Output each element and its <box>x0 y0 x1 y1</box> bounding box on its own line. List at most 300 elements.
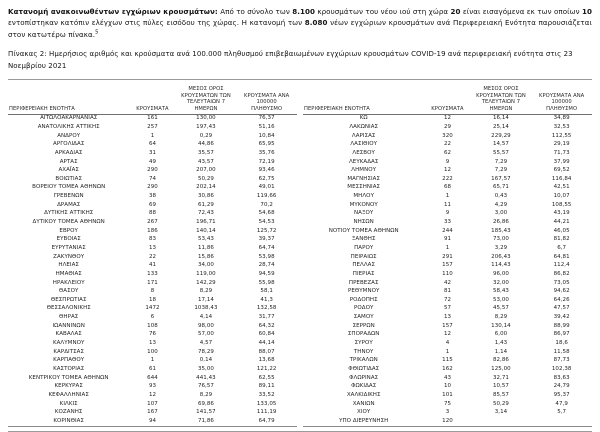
header-region: ΠΕΡΙΦΕΡΕΙΑΚΗ ΕΝΟΤΗΤΑ <box>8 86 129 114</box>
cell-per-100k: 62,75 <box>258 175 275 182</box>
cell-avg-7days: 8,29 <box>199 391 213 398</box>
cell-region: ΚΟΖΑΝΗΣ <box>54 409 83 416</box>
table-row <box>303 305 592 314</box>
cell-region: ΒΟΡΕΙΟΥ ΤΟΜΕΑ ΑΘΗΝΩΝ <box>32 184 106 191</box>
cell-avg-7days: 6,00 <box>494 331 508 338</box>
cell-region: ΠΕΙΡΑΙΩΣ <box>350 253 377 260</box>
cell-region: ΑΡΤΑΣ <box>59 158 78 165</box>
cell-region: ΑΝΔΡΟΥ <box>57 132 81 139</box>
header-per100k-line1: ΚΡΟΥΣΜΑΤΑ ΑΝΑ 100000 <box>539 92 585 106</box>
table-row <box>8 132 297 141</box>
cell-avg-7days: 32,00 <box>492 279 509 286</box>
cell-per-100k: 112,4 <box>553 262 570 269</box>
cell-avg-7days: 441,43 <box>196 374 216 381</box>
cell-cases: 100 <box>147 348 158 355</box>
cell-cases: 8 <box>150 288 155 295</box>
table-row <box>303 123 592 132</box>
cell-per-100k: 65,95 <box>258 141 275 148</box>
cell-region: ΘΕΣΣΑΛΟΝΙΚΗΣ <box>46 305 91 312</box>
cell-avg-7days: 50,29 <box>197 175 214 182</box>
cell-per-100k: 5,7 <box>557 409 567 416</box>
cell-per-100k: 95,37 <box>553 391 570 398</box>
cell-per-100k: 64,81 <box>553 253 570 260</box>
cell-cases: 13 <box>148 244 157 251</box>
cell-cases: 101 <box>442 391 453 398</box>
header-cases: ΚΡΟΥΣΜΑΤΑ <box>424 86 470 114</box>
cell-avg-7days: 206,43 <box>491 253 511 260</box>
cell-cases: 291 <box>442 253 453 260</box>
cell-per-100k: 108,55 <box>551 201 572 208</box>
cell-avg-7days: 76,57 <box>197 383 214 390</box>
table-row <box>303 244 592 253</box>
table-row <box>8 296 297 305</box>
cell-per-100k: 44,21 <box>553 219 570 226</box>
table-row <box>8 365 297 374</box>
table-row <box>303 149 592 158</box>
cell-per-100k: 83,63 <box>553 374 570 381</box>
cell-per-100k: 39,37 <box>258 236 275 243</box>
imported-cases-value: 20 <box>450 7 461 16</box>
cell-per-100k: 76,37 <box>258 115 275 122</box>
cell-cases: 186 <box>147 227 158 234</box>
table-row <box>303 382 592 391</box>
cell-per-100k: 53,98 <box>258 253 275 260</box>
cell-cases: 162 <box>442 365 453 372</box>
table-row <box>303 218 592 227</box>
cell-cases: 157 <box>442 322 453 329</box>
cell-region: ΚΩ <box>359 115 368 122</box>
cell-region: ΚΕΡΚΥΡΑΣ <box>54 383 83 390</box>
cell-avg-7days: 3,00 <box>494 210 508 217</box>
cell-region: ΧΑΝΙΩΝ <box>352 400 375 407</box>
gateway-cases-value: 10 <box>582 7 593 16</box>
table-row <box>303 313 592 322</box>
cell-avg-7days: 57,00 <box>197 331 214 338</box>
intro-text-2: κρουσμάτων του νέου ιού στη χώρα <box>315 7 451 16</box>
cell-cases: 244 <box>442 227 453 234</box>
cell-per-100k: 73,05 <box>553 279 570 286</box>
cell-avg-7days: 1,43 <box>494 340 508 347</box>
table-row <box>303 227 592 236</box>
header-avg-line3: ΤΕΛΕΥΤΑΙΩΝ 7 ΗΜΕΡΩΝ <box>186 99 226 112</box>
cell-avg-7days: 71,86 <box>176 417 237 426</box>
cell-cases: 22 <box>148 253 157 260</box>
cell-per-100k: 121,22 <box>256 365 277 372</box>
cell-region: ΛΑΚΩΝΙΑΣ <box>349 124 379 130</box>
cell-avg-7days: 26,86 <box>492 219 509 226</box>
table-row <box>303 339 592 348</box>
table-row <box>303 201 592 210</box>
cell-per-100k: 71,73 <box>553 149 570 156</box>
table-row <box>8 348 297 357</box>
intro-text-5: νέων εγχώριων κρουσμάτων ανά Περιφερειακή Ενότητα παρουσιάζεται στον κατωτέρω πίνακα. <box>8 18 592 39</box>
table-row <box>303 365 592 374</box>
cell-per-100k: 33,52 <box>258 391 275 398</box>
cell-region: ΡΟΔΟΥ <box>354 305 374 312</box>
cell-region: ΕΥΡΥΤΑΝΙΑΣ <box>51 244 86 251</box>
cell-region: ΛΕΥΚΑΔΑΣ <box>348 158 379 165</box>
table-row <box>303 348 592 357</box>
cell-region: ΦΛΩΡΙΝΑΣ <box>349 374 379 381</box>
cell-region: ΑΡΚΑΔΙΑΣ <box>54 149 83 156</box>
cell-region: ΗΛΕΙΑΣ <box>58 262 79 269</box>
cell-avg-7days: 1,14 <box>494 348 508 355</box>
cell-per-100k: 89,11 <box>258 383 275 390</box>
cell-cases: 267 <box>147 219 158 226</box>
cell-region: ΠΕΛΛΑΣ <box>352 262 376 269</box>
table-row <box>303 296 592 305</box>
cell-cases: 49 <box>148 158 157 165</box>
cell-cases: 43 <box>443 374 452 381</box>
cell-avg-7days: 4,14 <box>199 314 213 321</box>
cell-region: ΚΑΡΠΑΘΟΥ <box>53 357 85 364</box>
header-avg-7days <box>471 86 532 114</box>
cell-region: ΝΟΤΙΟΥ ΤΟΜΕΑ ΑΘΗΝΩΝ <box>328 227 399 234</box>
table-row <box>8 331 297 340</box>
cell-per-100k: 81,82 <box>553 236 570 243</box>
cell-per-100k: 34,89 <box>553 115 570 122</box>
header-cases: ΚΡΟΥΣΜΑΤΑ <box>129 86 175 114</box>
cell-region: ΤΗΝΟΥ <box>353 348 374 355</box>
footnote-marker: 5 <box>95 29 99 36</box>
cell-region: ΚΟΡΙΝΘΙΑΣ <box>8 417 129 426</box>
cell-avg-7days: 96,00 <box>492 270 509 277</box>
cell-avg-7days: 130,00 <box>196 115 216 122</box>
cell-per-100k: 35,76 <box>258 149 275 156</box>
cell-avg-7days: 197,43 <box>196 124 216 130</box>
cell-avg-7days: 98,00 <box>197 322 214 329</box>
cell-per-100k: 64,32 <box>258 322 275 329</box>
cell-avg-7days: 53,00 <box>492 296 509 303</box>
cell-avg-7days: 72,43 <box>197 210 214 217</box>
table-row <box>303 279 592 288</box>
cell-avg-7days: 8,29 <box>494 314 508 321</box>
table-body-right <box>303 114 592 426</box>
table-row <box>303 270 592 279</box>
table-row <box>8 287 297 296</box>
table-row <box>8 305 297 314</box>
table-row <box>8 253 297 262</box>
cell-per-100k: 42,51 <box>553 184 570 191</box>
cell-avg-7days: 130,14 <box>491 322 511 329</box>
cell-cases: 290 <box>147 167 158 174</box>
cell-avg-7days: 73,00 <box>492 236 509 243</box>
cell-cases: 69 <box>148 201 157 208</box>
cell-region: ΡΟΔΟΠΗΣ <box>349 296 378 303</box>
cell-region: ΦΩΚΙΔΑΣ <box>351 383 377 390</box>
cell-per-100k: 94,62 <box>553 288 570 295</box>
table-row <box>303 408 592 417</box>
cell-region: ΖΑΚΥΝΘΟΥ <box>53 253 85 260</box>
cell-cases: 9 <box>445 210 450 217</box>
cell-per-100k: 88,07 <box>258 348 275 355</box>
table-row <box>303 184 592 193</box>
table-row <box>8 313 297 322</box>
cell-region: ΞΑΝΘΗΣ <box>351 236 376 243</box>
cell-avg-7days: 30,86 <box>197 193 214 200</box>
cell-cases: 1 <box>445 348 450 355</box>
cell-per-100k: 10,84 <box>258 132 275 139</box>
cell-avg-7days: 43,57 <box>197 158 214 165</box>
cell-per-100k: 58,1 <box>260 288 273 295</box>
cell-per-100k: 43,19 <box>553 210 570 217</box>
table-row <box>303 262 592 271</box>
table-row <box>303 357 592 366</box>
cell-region: ΑΝΑΤΟΛΙΚΗΣ ΑΤΤΙΚΗΣ <box>37 124 100 130</box>
cell-region: ΛΕΣΒΟΥ <box>352 149 375 156</box>
cell-per-100k: 13,68 <box>258 357 275 364</box>
table-row <box>8 382 297 391</box>
cell-cases: 31 <box>148 149 157 156</box>
cell-per-100k: 29,19 <box>553 141 570 148</box>
table-header-row <box>303 86 592 114</box>
table-row <box>303 158 592 167</box>
cell-region: ΛΑΣΙΘΙΟΥ <box>350 141 378 148</box>
cell-cases: 83 <box>148 236 157 243</box>
cell-avg-7days: 142,29 <box>196 279 216 286</box>
cell-region: ΗΡΑΚΛΕΙΟΥ <box>52 279 85 286</box>
cell-avg-7days: 4,57 <box>199 340 213 347</box>
cell-avg-7days: 34,00 <box>197 262 214 269</box>
cell-region: ΛΗΜΝΟΥ <box>351 167 377 174</box>
cell-cases: 644 <box>147 374 158 381</box>
cell-region: ΝΗΣΩΝ <box>353 219 374 226</box>
cell-cases: 107 <box>147 400 158 407</box>
table-row <box>8 279 297 288</box>
cell-avg-7days: 35,00 <box>197 365 214 372</box>
cell-per-100k: 72,19 <box>258 158 275 165</box>
table-row <box>303 175 592 184</box>
cell-region: ΕΥΒΟΙΑΣ <box>56 236 81 243</box>
table-row <box>8 149 297 158</box>
cell-avg-7days: 8,29 <box>199 288 213 295</box>
cell-cases: 108 <box>147 322 158 329</box>
cell-per-100k: 46,05 <box>553 227 570 234</box>
cell-cases: 61 <box>148 365 157 372</box>
cell-per-100k: 86,82 <box>553 270 570 277</box>
cell-per-100k: 24,79 <box>553 383 570 390</box>
regional-cases-table-right <box>303 86 592 427</box>
cell-cases: 93 <box>148 383 157 390</box>
table-row <box>8 400 297 409</box>
cell-avg-7days: 17,14 <box>197 296 214 303</box>
cell-per-100k: 125,72 <box>256 227 277 234</box>
cell-cases: 81 <box>443 288 452 295</box>
cell-avg-7days: 32,71 <box>492 374 509 381</box>
cell-cases: 13 <box>443 314 452 321</box>
cell-cases: 91 <box>443 236 452 243</box>
cell-region: ΚΙΛΚΙΣ <box>59 400 78 407</box>
cell-cases: 94 <box>129 417 175 426</box>
cell-avg-7days: 45,57 <box>492 305 509 312</box>
table-half-left <box>8 86 297 427</box>
cell-region: ΔΥΤΙΚΗΣ ΑΤΤΙΚΗΣ <box>44 210 94 217</box>
cell-cases: 10 <box>443 383 452 390</box>
header-region: ΠΕΡΙΦΕΡΕΙΑΚΗ ΕΝΟΤΗΤΑ <box>303 86 424 114</box>
cell-per-100k: 28,74 <box>258 262 275 269</box>
cell-region: ΜΥΚΟΝΟΥ <box>349 201 378 208</box>
cell-cases: 9 <box>445 158 450 165</box>
cell-per-100k: 93,46 <box>258 167 275 174</box>
cell-avg-7days: 10,57 <box>492 383 509 390</box>
table-row <box>303 253 592 262</box>
cell-region: ΜΗΛΟΥ <box>353 193 374 200</box>
cell-region: ΧΑΛΚΙΔΙΚΗΣ <box>346 391 381 398</box>
cell-per-100k: 87,73 <box>553 357 570 364</box>
cell-region: ΚΑΒΑΛΑΣ <box>55 331 82 338</box>
cell-avg-7days: 202,14 <box>196 184 216 191</box>
table-row <box>8 158 297 167</box>
cell-cases: 68 <box>443 184 452 191</box>
cell-cases: 120 <box>424 417 470 426</box>
cell-cases: 290 <box>147 184 158 191</box>
table-row <box>8 141 297 150</box>
table-row <box>8 192 297 201</box>
cell-cases: 57 <box>443 305 452 312</box>
cell-region: ΠΙΕΡΙΑΣ <box>352 270 375 277</box>
header-per-100k <box>531 86 592 114</box>
header-avg-line1: ΜΕΣΟΣ ΟΡΟΣ <box>483 86 519 93</box>
cell-per-100k: 18,6 <box>555 340 568 347</box>
cell-avg-7days: 7,29 <box>494 158 508 165</box>
cell-avg-7days: 141,57 <box>196 409 216 416</box>
cell-cases: 6 <box>150 314 155 321</box>
cell-per-100k: 112,55 <box>551 132 572 139</box>
cell-region: ΣΑΜΟΥ <box>353 314 374 321</box>
header-per100k-line2: ΠΛΗΘΥΣΜΟ <box>546 105 578 112</box>
cell-per-100k: 49,01 <box>258 184 275 191</box>
cell-per-100k: 55,98 <box>258 279 275 286</box>
table-row <box>8 408 297 417</box>
cell-cases: 1 <box>150 357 155 364</box>
cell-cases: 38 <box>148 193 157 200</box>
cell-per-100k: 69,52 <box>553 167 570 174</box>
cell-avg-7days: 196,71 <box>196 219 216 226</box>
cell-region: ΜΑΓΝΗΣΙΑΣ <box>347 175 381 182</box>
cell-region: ΦΘΙΩΤΙΔΑΣ <box>348 365 380 372</box>
table-half-right <box>303 86 592 427</box>
table-caption: Πίνακας 2: Ημερήσιος αριθμός και κρούσματα ανά 100.000 πληθυσμού επιβεβαιωμένων εγχώριων κρουσμάτων COVID-19 ανά περιφερειακή ενότητα στις 23 Νοεμβρίου 2021 <box>8 50 573 70</box>
header-avg-line3: ΤΕΛΕΥΤΑΙΩΝ 7 ΗΜΕΡΩΝ <box>481 99 521 112</box>
cell-per-100k: 70,2 <box>260 201 273 208</box>
cell-cases: 110 <box>442 270 453 277</box>
cell-cases: 157 <box>442 262 453 269</box>
cell-region: ΣΕΡΡΩΝ <box>352 322 375 329</box>
cell-cases: 4 <box>445 340 450 347</box>
cell-region: ΠΡΕΒΕΖΑΣ <box>348 279 379 286</box>
cell-avg-7days: 1038,43 <box>194 305 218 312</box>
cell-region: ΗΜΑΘΙΑΣ <box>55 270 82 277</box>
cell-avg-7days: 61,29 <box>197 201 214 208</box>
cell-per-100k: 86,97 <box>553 331 570 338</box>
cell-cases: 42 <box>443 279 452 286</box>
intro-lead-label: Κατανομή ανακοινωθέντων εγχώριων κρουσμάτων: <box>8 7 218 16</box>
cell-cases: 75 <box>443 400 452 407</box>
cell-cases: 1 <box>445 244 450 251</box>
cell-per-100k: 47,57 <box>553 305 570 312</box>
intro-paragraph <box>8 6 592 40</box>
cell-per-100k: 88,99 <box>553 322 570 329</box>
table-head-left <box>8 86 297 114</box>
cell-region: ΚΑΣΤΟΡΙΑΣ <box>53 365 85 372</box>
cell-avg-7days: 11,86 <box>197 244 214 251</box>
cell-cases: 1 <box>150 132 155 139</box>
cell-avg-7days: 0,43 <box>494 193 508 200</box>
table-head-right <box>303 86 592 114</box>
header-avg-line2: ΚΡΟΥΣΜΑΤΩΝ ΤΩΝ <box>476 92 526 99</box>
cell-per-100k: 31,77 <box>258 314 275 321</box>
cell-avg-7days: 7,29 <box>494 167 508 174</box>
table-row <box>8 218 297 227</box>
cell-region: ΑΙΤΩΛΟΑΚΑΡΝΑΝΙΑΣ <box>40 115 98 122</box>
regional-cases-table-left <box>8 86 297 427</box>
cell-cases: 167 <box>147 409 158 416</box>
cell-region: ΘΑΣΟΥ <box>58 288 79 295</box>
cell-region: ΓΡΕΒΕΝΩΝ <box>53 193 84 200</box>
cell-cases: 257 <box>147 124 158 130</box>
table-row <box>8 270 297 279</box>
cell-avg-7days: 53,43 <box>197 236 214 243</box>
cell-cases: 76 <box>148 331 157 338</box>
cell-cases: 12 <box>443 115 452 122</box>
header-per-100k <box>236 86 297 114</box>
table-row <box>303 236 592 245</box>
cell-region: ΝΑΞΟΥ <box>354 210 374 217</box>
table-row <box>303 400 592 409</box>
domestic-cases-value: 8.080 <box>304 18 328 28</box>
table-row <box>303 374 592 383</box>
cell-cases: 133 <box>147 270 158 277</box>
cell-avg-7days: 78,29 <box>197 348 214 355</box>
cell-avg-7days: 125,00 <box>491 365 511 372</box>
cell-region: ΘΗΡΑΣ <box>59 314 79 321</box>
cell-region: ΥΠΟ ΔΙΕΡΕΥΝΗΣΗ <box>303 417 424 426</box>
table-columns-wrapper <box>8 86 592 427</box>
cell-avg-7days: 4,29 <box>494 201 508 208</box>
cell-avg-7days: 0,14 <box>199 357 213 364</box>
cell-region: ΚΑΛΥΜΝΟΥ <box>52 340 85 347</box>
cell-avg-7days: 185,43 <box>491 227 511 234</box>
cell-per-100k: 32,53 <box>553 124 570 130</box>
table-row <box>8 166 297 175</box>
cell-cases: 12 <box>148 391 157 398</box>
cell-avg-7days: 69,86 <box>197 400 214 407</box>
cell-avg-7days: 15,86 <box>197 253 214 260</box>
cell-avg-7days: 58,43 <box>492 288 509 295</box>
cell-cases: 72 <box>443 296 452 303</box>
cell-region: ΚΕΦΑΛΛΗΝΙΑΣ <box>48 391 89 398</box>
cell-cases: 161 <box>147 115 158 122</box>
table-body-left <box>8 114 297 426</box>
cell-region: ΑΧΑΪΑΣ <box>58 167 79 174</box>
table-row <box>8 114 297 123</box>
table-row <box>303 331 592 340</box>
cell-region: ΤΡΙΚΑΛΩΝ <box>349 357 378 364</box>
header-per100k-line1: ΚΡΟΥΣΜΑΤΑ ΑΝΑ 100000 <box>244 92 290 106</box>
cell-per-100k: 39,42 <box>553 314 570 321</box>
table-row <box>303 287 592 296</box>
cell-per-100k: 10,07 <box>553 193 570 200</box>
cell-cases: 62 <box>443 149 452 156</box>
cell-avg-7days: 140,14 <box>196 227 216 234</box>
cell-cases: 222 <box>442 175 453 182</box>
cell-per-100k: 6,7 <box>557 244 567 251</box>
cell-cases: 1472 <box>145 305 160 312</box>
cell-per-100k: 116,84 <box>551 175 572 182</box>
table-row <box>8 175 297 184</box>
cell-region: ΧΙΟΥ <box>357 409 371 416</box>
table-header-row <box>8 86 297 114</box>
